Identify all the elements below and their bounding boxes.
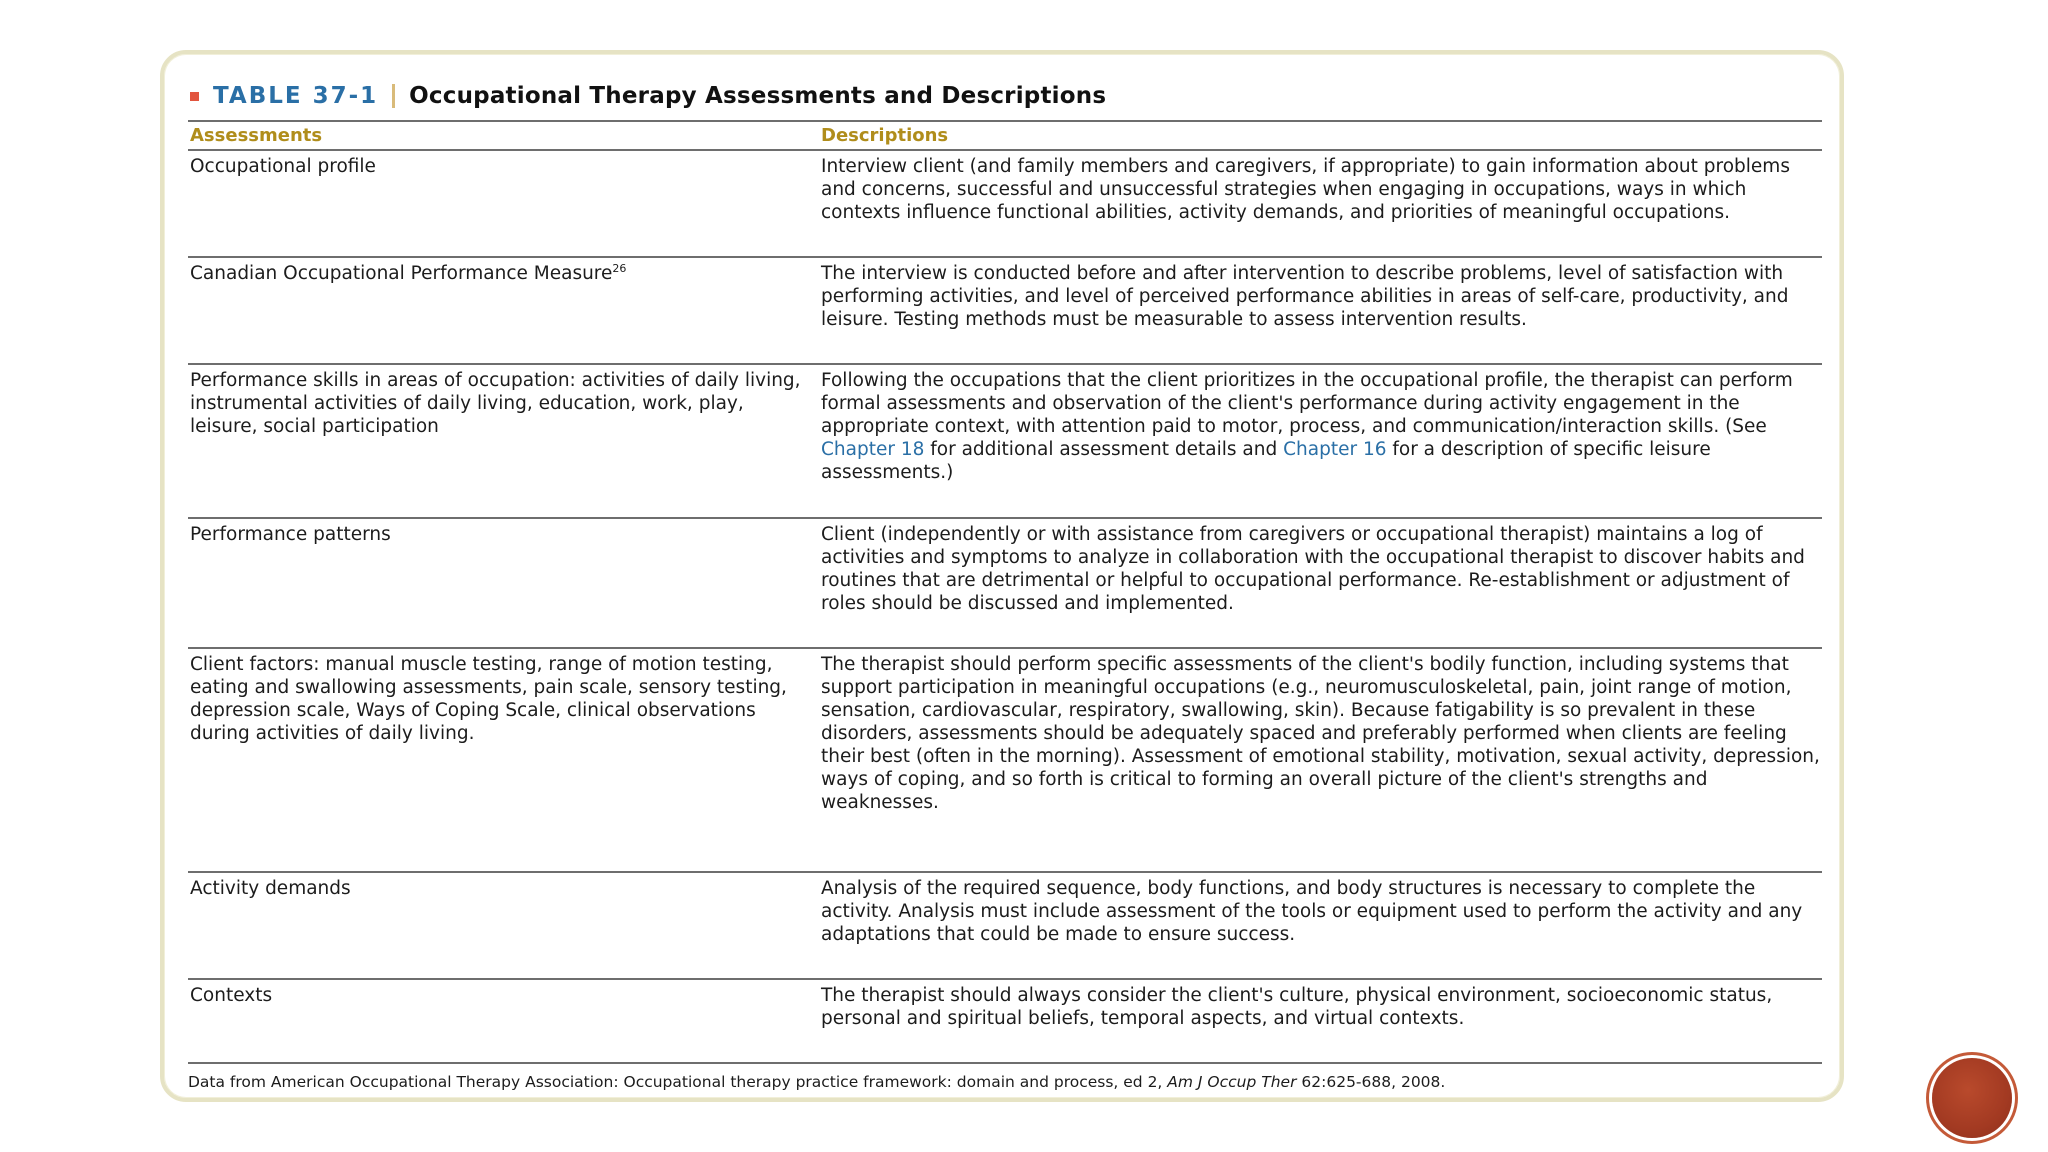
table-row [188,649,1822,873]
footnote-journal: Am J Occup Ther [1167,1073,1297,1091]
table-row [188,519,1822,649]
reference-superscript: 26 [612,261,627,275]
table-row [188,151,1822,258]
description-cell: Analysis of the required sequence, body functions, and body structures is necessary to complete the activity. Analysis must include assessment of the tools or equipment used to perform the activity and any adaptations that could be made to ensure success. [821,878,1803,945]
description-cell [821,365,1822,517]
assessment-cell: Performance patterns [190,524,391,545]
chapter-18-link[interactable]: Chapter 18 [821,439,925,460]
assessment-cell: Occupational profile [190,156,376,177]
assessment-cell: Performance skills in areas of occupation: activities of daily living, instrumental activities of daily living, education, work, play, leisure, social participation [190,370,801,437]
table-row [188,258,1822,365]
table [188,72,1822,1092]
table-row [188,365,1822,519]
table-title-row [188,72,1822,122]
footnote-citation: 62:625-688, 2008. [1296,1073,1446,1091]
title-separator [392,84,395,108]
table-footnote [188,1064,1822,1092]
table-row [188,873,1822,980]
chapter-16-link[interactable]: Chapter 16 [1283,439,1387,460]
assessment-cell [188,258,821,363]
description-text: for a description of specific leisure assessments.) [821,439,1711,483]
description-cell: Client (independently or with assistance from caregivers or occupational therapist) maintains a log of activities and symptoms to analyze in collaboration with the occupational therapist to discover habits and routines that are detrimental or helpful to occupational performance. Re-establishment or adjustment of roles should be discussed and implemented. [821,524,1805,614]
assessment-cell: Activity demands [190,878,351,899]
assessment-cell: Contexts [190,985,273,1006]
table-label: TABLE 37-1 [213,83,379,109]
title-bullet-icon [190,92,199,101]
header-assessments: Assessments [190,125,323,146]
assessment-cell: Client factors: manual muscle testing, range of motion testing, eating and swallowing assessments, pain scale, sensory testing, depression scale, Ways of Coping Scale, clinical observations during activities of daily living. [190,654,787,744]
description-cell: The therapist should always consider the client's culture, physical environment, socioeconomic status, personal and spiritual beliefs, temporal aspects, and virtual contexts. [821,985,1773,1029]
footnote-text: Data from American Occupational Therapy Association: Occupational therapy practice framework: domain and process, ed 2, [188,1073,1168,1091]
assessment-text: Canadian Occupational Performance Measure [190,263,613,284]
slide-badge-icon [1932,1058,2012,1138]
description-cell: The interview is conducted before and after intervention to describe problems, level of satisfaction with performing activities, and level of perceived performance abilities in areas of self-care, productivity, and leisure. Testing methods must be measurable to assess intervention results. [821,263,1789,330]
description-cell: Interview client (and family members and caregivers, if appropriate) to gain information about problems and concerns, successful and unsuccessful strategies when engaging in occupations, ways in which contexts influence functional abilities, activity demands, and priorities of meaningful occupations. [821,156,1790,223]
table-header-row [188,122,1822,151]
description-cell: The therapist should perform specific assessments of the client's bodily function, including systems that support participation in meaningful occupations (e.g., neuromusculoskeletal, pain, joint range of motion, sensation, cardiovascular, respiratory, swallowing, skin). Because fatigability is so prevalent in these disorders, assessments should be adequately spaced and preferably performed when clients are feeling their best (often in the morning). Assessment of emotional stability, motivation, sexual activity, depression, ways of coping, and so forth is critical to forming an overall picture of the client's strengths and weaknesses. [821,654,1820,813]
description-text: for additional assessment details and [924,439,1284,460]
slide-frame [160,50,1844,1102]
table-title: Occupational Therapy Assessments and Descriptions [409,83,1107,109]
description-text: Following the occupations that the client prioritizes in the occupational profile, the therapist can perform formal assessments and observation of the client's performance during activity engagement in the appropriate context, with attention paid to motor, process, and communication/interaction skills. (See [821,370,1793,437]
table-row [188,980,1822,1064]
header-descriptions: Descriptions [821,125,949,146]
